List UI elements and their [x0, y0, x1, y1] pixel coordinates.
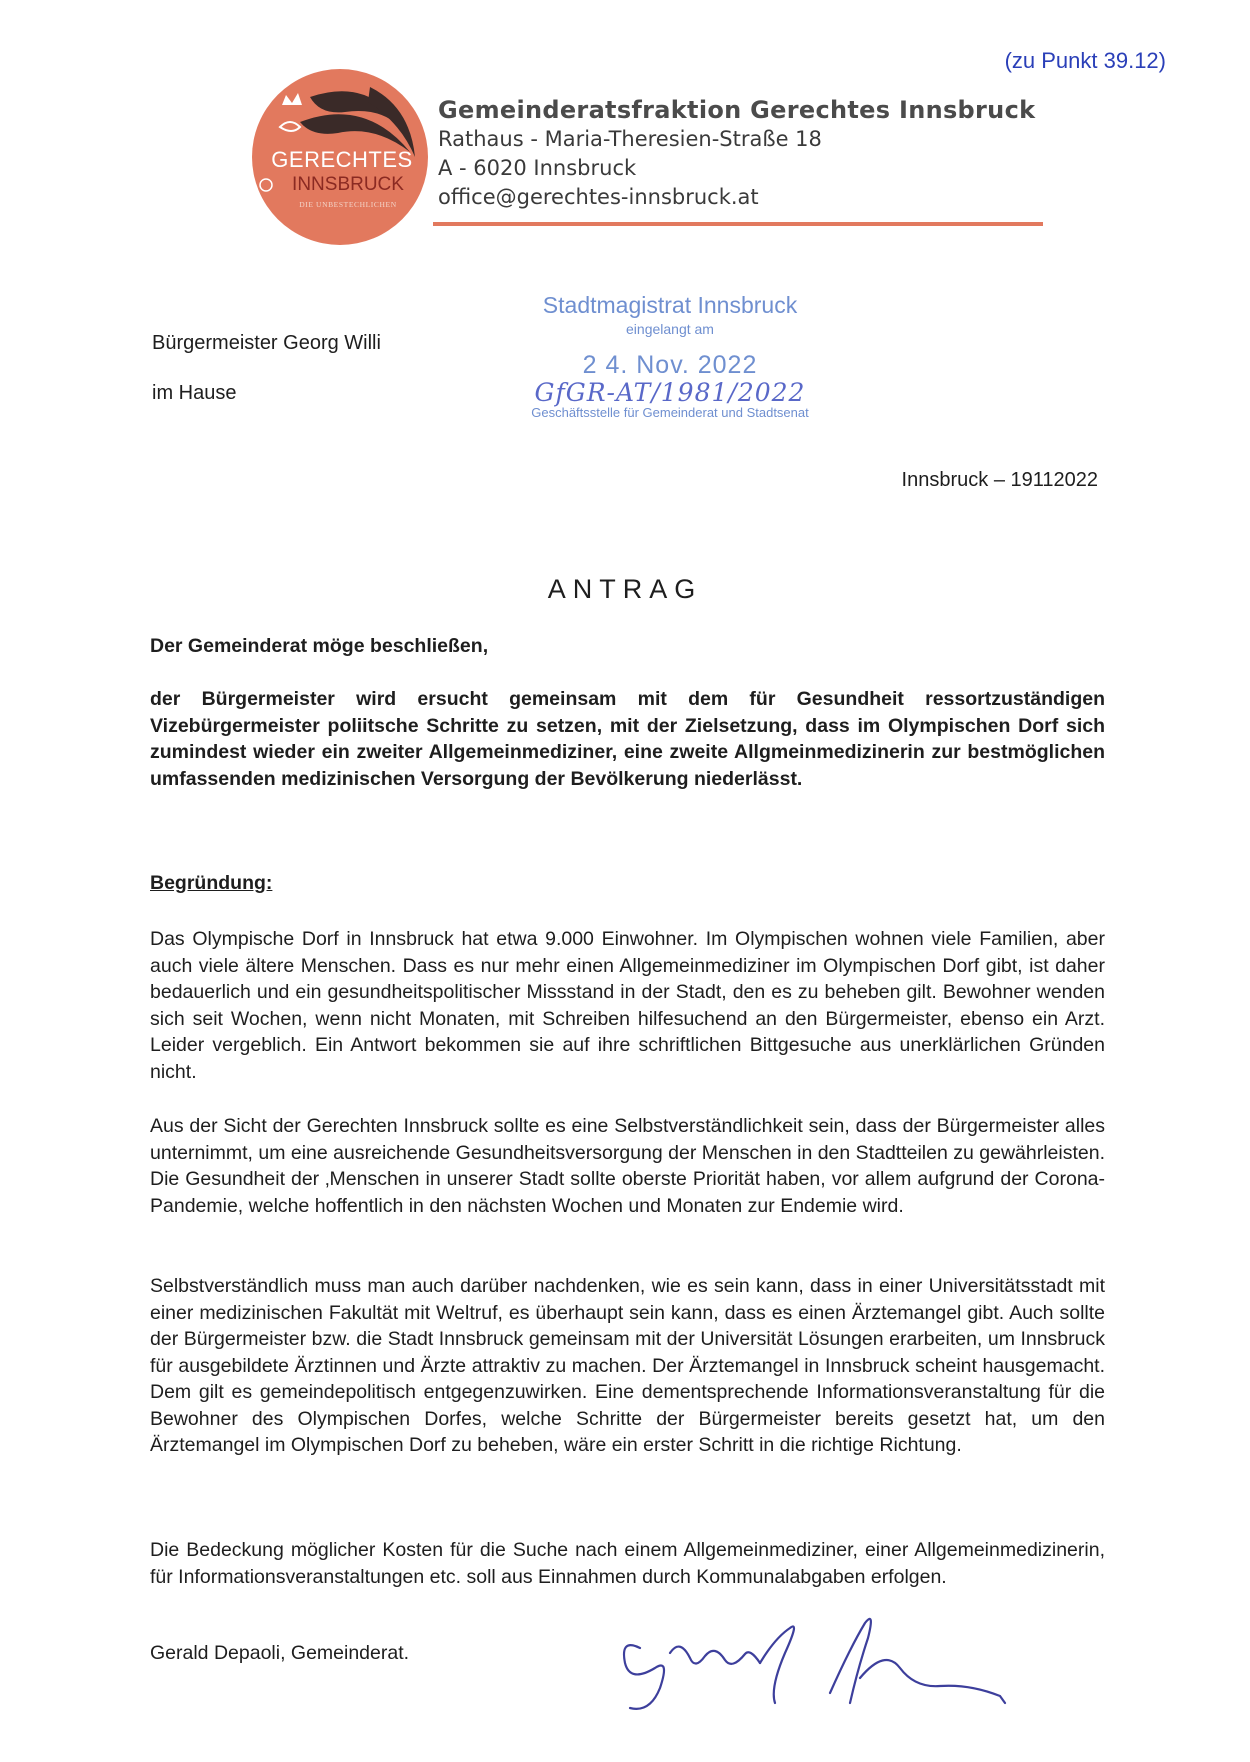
stamp-received-label: eingelangt am: [626, 321, 714, 337]
agenda-reference: (zu Punkt 39.12): [1004, 48, 1166, 73]
logo-text-line1: GERECHTES: [271, 147, 413, 172]
document-title: ANTRAG: [547, 574, 703, 604]
signer-name: Gerald Depaoli, Gemeinderat.: [150, 1642, 410, 1664]
email-address: office@gerechtes-innsbruck.at: [438, 185, 759, 209]
party-logo: [250, 67, 430, 247]
reason-paragraph: Selbstverständlich muss man auch darüber nachdenken, wie es sein kann, dass in einer Universitätsstadt mit einer medizinischen Fakultät mit Weltruf, es überhaupt sein kann, dass es einen Ärztemangel gibt. Auch sollte der Bürgermeister bzw. die Stadt Innsbruck gemeinsam mit der Universität Lösungen erarbeiten, um Innsbruck für ausgebildete Ärztinnen und Ärzte attraktiv zu machen. Der Ärztemangel in Innsbruck scheint hausgemacht. Dem gilt es gemeindepolitisch entgegenzuwirken. Eine dementsprechende Informationsveranstaltung für die Bewohner des Olympischen Dorfes, welche Schritte der Bürgermeister bereits gesetzt hat, um den Ärztemangel im Olympischen Dorf zu beheben, wäre ein erster Schritt in die richtige Richtung.: [150, 1275, 1105, 1456]
reason-paragraph: Das Olympische Dorf in Innsbruck hat etwa 9.000 Einwohner. Im Olympischen wohnen viele Familien, aber auch viele ältere Menschen. Dass es nur mehr einen Allgemeinmediziner im Olympischen Dorf gibt, ist daher bedauerlich und ein gesundheitspolitischer Missstand in der Stadt, den es zu beheben gilt. Bewohner wenden sich seit Wochen, wenn nicht Monaten, mit Schreiben hilfesuchend an den Bürgermeister, ebenso ein Arzt. Leider vergeblich. Ein Antwort bekommen sie auf ihre schriftlichen Bittgesuche aus unerklärlichen Gründen nicht.: [150, 928, 1105, 1083]
signature-stroke-2: [670, 1647, 760, 1664]
stamp-authority: Stadtmagistrat Innsbruck: [542, 292, 798, 318]
address-line-2: A - 6020 Innsbruck: [438, 156, 637, 180]
signature-stroke-5: [860, 1660, 1005, 1703]
recipient-location: im Hause: [152, 382, 237, 404]
signature-stroke-1: [624, 1645, 664, 1709]
letterhead: [438, 96, 1035, 212]
organization-name: Gemeinderatsfraktion Gerechtes Innsbruck: [438, 96, 1036, 124]
motion-text: der Bürgermeister wird ersucht gemeinsam mit dem für Gesundheit ressortzuständigen Vizebürgermeister poliitsche Schritte zu setzen, mit der Zielsetzung, dass im Olympischen Dorf sich zumindest wieder ein zweiter Allgemeinmediziner, eine zweite Allgmeinmedizinerin zur bestmöglichen umfassenden medizinischen Versorgung der Bevölkerung niederlässt.: [150, 688, 1105, 790]
recipient-name: Bürgermeister Georg Willi: [152, 332, 381, 354]
signature-stroke-4: [830, 1619, 871, 1703]
header-rule: [433, 222, 1043, 226]
motion-intro: Der Gemeinderat möge beschließen,: [150, 635, 489, 657]
reasons-heading: Begründung:: [150, 872, 273, 894]
stamp-reference: GfGR-AT/1981/2022: [534, 378, 806, 407]
recipient-block: [152, 318, 381, 418]
logo-text-line2: INNSBRUCK: [292, 174, 404, 195]
logo-tagline: DIE UNBESTECHLICHEN: [299, 200, 397, 209]
place-date: Innsbruck – 19112022: [901, 469, 1098, 491]
stamp-office: Geschäftsstelle für Gemeinderat und Stadtsenat: [531, 405, 809, 420]
cost-paragraph: Die Bedeckung möglicher Kosten für die Suche nach einem Allgemeinmediziner, einer Allgemeinmedizinerin, für Informationsveranstaltungen etc. soll aus Einnahmen durch Kommunalabgaben erfolgen.: [150, 1539, 1105, 1588]
reason-paragraph: Aus der Sicht der Gerechten Innsbruck sollte es eine Selbstverständlichkeit sein, dass der Bürgermeister alles unternimmt, um eine ausreichende Gesundheitsversorgung der Menschen in den Stadtteilen zu gewährleisten. Die Gesundheit der ‚Menschen in unserer Stadt sollte oberste Priorität haben, vor allem aufgrund der Corona-Pandemie, welche hoffentlich in den nächsten Wochen und Monaten zur Endemie wird.: [150, 1115, 1105, 1217]
handwritten-signature: [600, 1608, 1030, 1718]
receipt-stamp: [500, 292, 840, 442]
signature-stroke-3: [760, 1626, 794, 1703]
stamp-date: 2 4. Nov. 2022: [582, 351, 758, 379]
address-line-1: Rathaus - Maria-Theresien-Straße 18: [438, 127, 822, 151]
